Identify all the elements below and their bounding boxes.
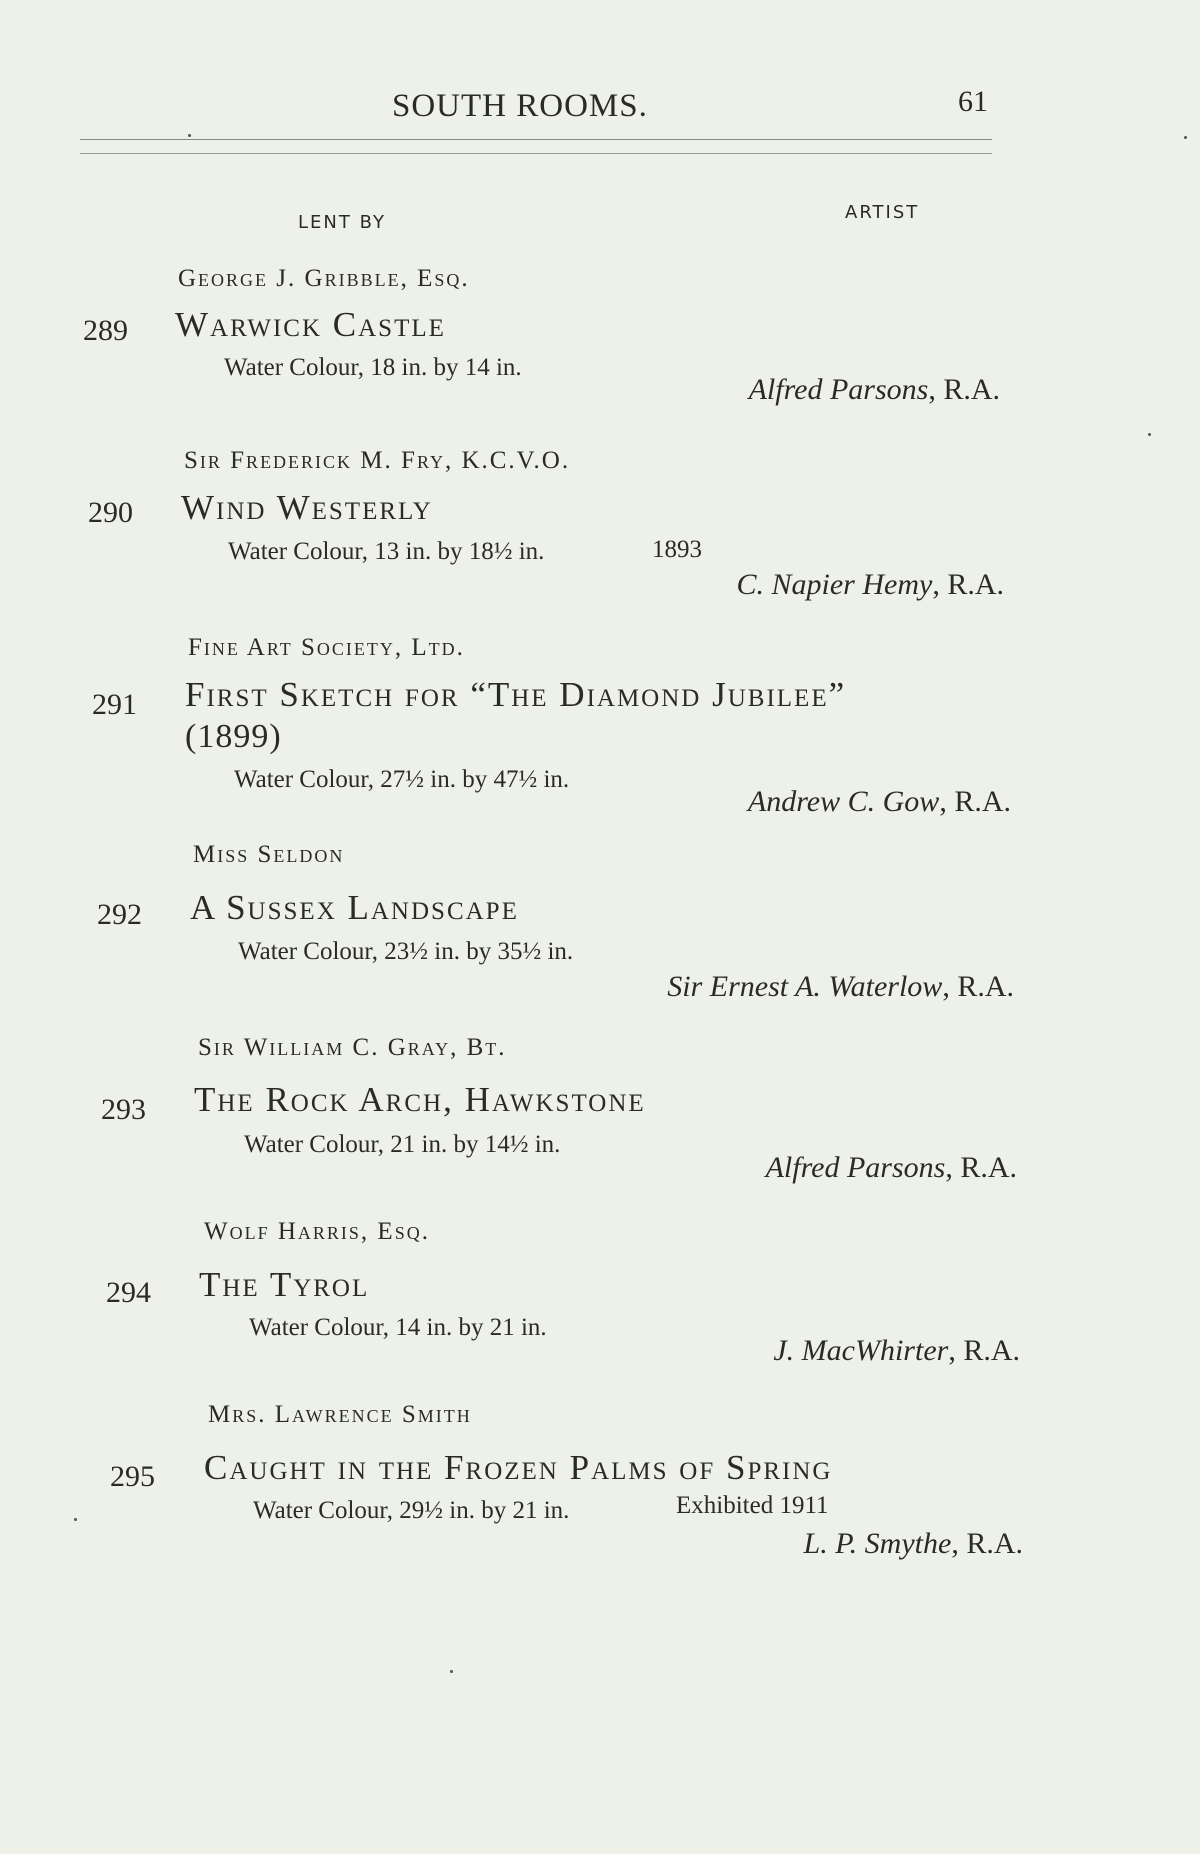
lender-name: Sir Frederick M. Fry, K.C.V.O.	[184, 447, 571, 474]
lender-name: Miss Seldon	[193, 841, 345, 868]
lender-name: Fine Art Society, Ltd.	[188, 634, 465, 661]
paper-speck	[450, 1670, 453, 1673]
artist-suffix: , R.A.	[932, 568, 1004, 601]
artwork-title: Wind Westerly	[181, 488, 433, 527]
artwork-medium: Water Colour, 18 in. by 14 in.	[224, 354, 522, 381]
artwork-medium: Water Colour, 27½ in. by 47½ in.	[234, 766, 570, 793]
lender-name: Mrs. Lawrence Smith	[208, 1401, 472, 1428]
artist-suffix: , R.A.	[945, 1151, 1017, 1184]
artwork-title: The Rock Arch, Hawkstone	[194, 1080, 646, 1119]
artwork-medium: Water Colour, 23½ in. by 35½ in.	[238, 938, 574, 965]
header-rule	[80, 153, 992, 154]
artwork-title: First Sketch for “The Diamond Jubilee”	[185, 675, 847, 714]
lender-name: Sir William C. Gray, Bt.	[198, 1034, 507, 1061]
artist-suffix: , R.A.	[951, 1527, 1023, 1560]
catalogue-number: 292	[97, 898, 142, 931]
artwork-title: A Sussex Landscape	[190, 888, 519, 927]
artist-credit	[667, 970, 1014, 1004]
artist-name: C. Napier Hemy	[736, 568, 933, 601]
artist-suffix: , R.A.	[948, 1334, 1020, 1367]
page-number: 61	[958, 85, 988, 118]
artwork-title: The Tyrol	[199, 1265, 370, 1304]
catalogue-number: 295	[110, 1460, 155, 1493]
artwork-title: Warwick Castle	[175, 305, 446, 344]
artist-credit	[804, 1527, 1023, 1561]
artist-heading: ARTIST	[845, 202, 920, 223]
artist-suffix: , R.A.	[939, 785, 1011, 818]
artist-suffix: , R.A.	[942, 970, 1014, 1003]
paper-speck	[188, 134, 191, 137]
artwork-title: Caught in the Frozen Palms of Spring	[204, 1448, 833, 1487]
catalogue-number: 290	[88, 496, 133, 529]
catalogue-number: 291	[92, 688, 137, 721]
artist-credit	[766, 1151, 1017, 1185]
artwork-medium: Water Colour, 21 in. by 14½ in.	[244, 1131, 561, 1158]
catalogue-number: 294	[106, 1276, 151, 1309]
lender-name: Wolf Harris, Esq.	[204, 1218, 430, 1245]
artwork-medium: Water Colour, 29½ in. by 21 in.	[253, 1497, 570, 1524]
artwork-note: Exhibited 1911	[676, 1492, 829, 1519]
catalogue-number: 293	[101, 1093, 146, 1126]
paper-speck	[1184, 136, 1187, 139]
artist-name: J. MacWhirter	[773, 1334, 949, 1367]
artist-credit	[748, 785, 1011, 819]
catalogue-number: 289	[83, 314, 128, 347]
artist-name: Alfred Parsons	[748, 373, 929, 406]
header-rule	[80, 139, 992, 140]
artwork-medium: Water Colour, 14 in. by 21 in.	[249, 1314, 547, 1341]
paper-speck	[1148, 433, 1151, 436]
paper-speck	[74, 1518, 77, 1521]
lent-by-heading: LENT BY	[298, 212, 386, 233]
artwork-note: 1893	[652, 536, 702, 563]
artist-credit	[737, 568, 1005, 602]
lender-name: George J. Gribble, Esq.	[178, 265, 470, 292]
artist-suffix: , R.A.	[928, 373, 1000, 406]
artist-name: Alfred Parsons	[765, 1151, 946, 1184]
artist-name: Sir Ernest A. Waterlow	[667, 970, 943, 1003]
artwork-title-continued: (1899)	[185, 718, 282, 755]
artwork-medium: Water Colour, 13 in. by 18½ in.	[228, 538, 545, 565]
artist-name: L. P. Smythe	[803, 1527, 952, 1560]
artist-name: Andrew C. Gow	[747, 785, 940, 818]
page-title: SOUTH ROOMS.	[392, 88, 648, 124]
artist-credit	[773, 1334, 1020, 1368]
artist-credit	[749, 373, 1000, 407]
